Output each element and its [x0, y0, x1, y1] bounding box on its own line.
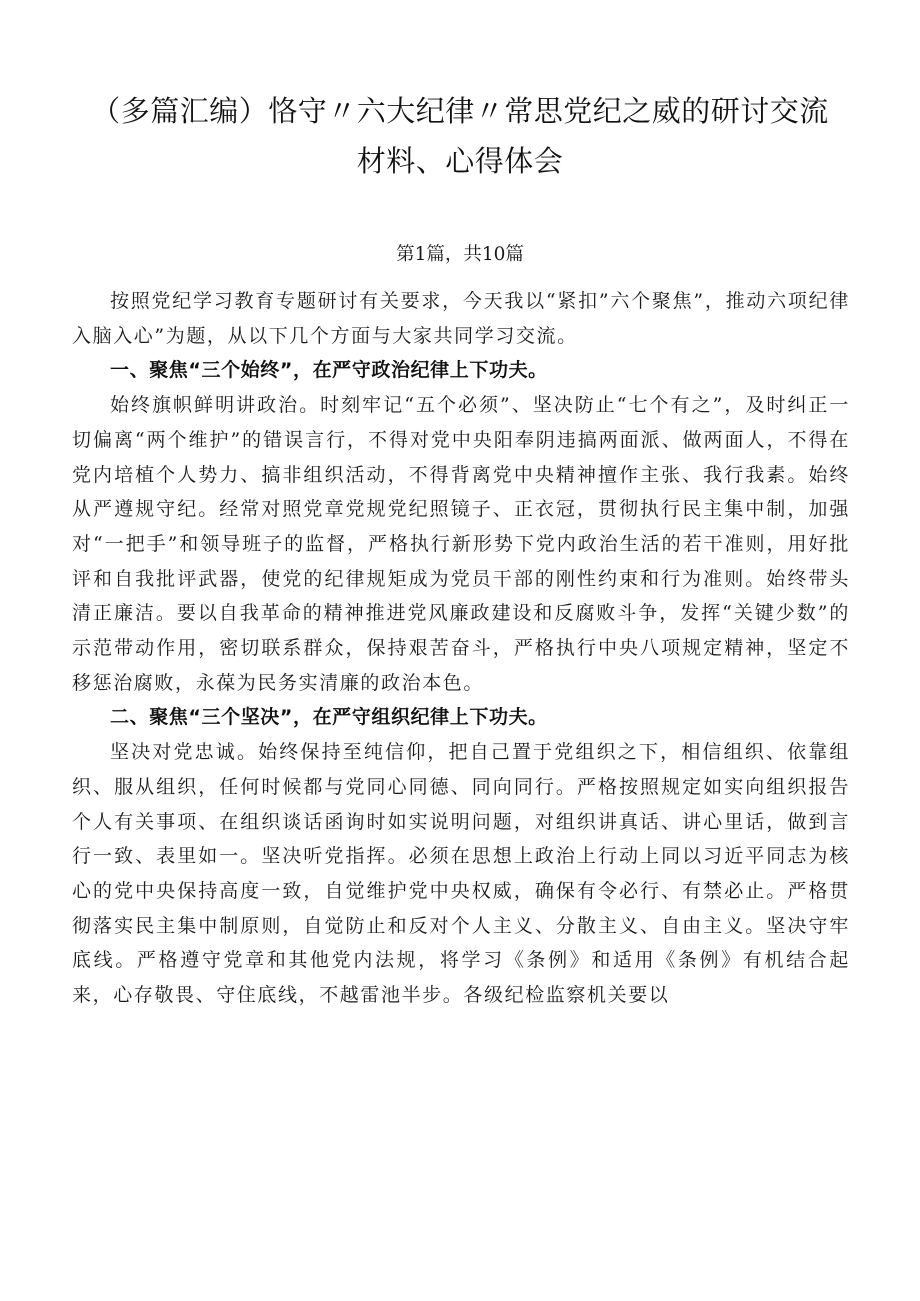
section-2-heading: 二、聚焦“三个坚决”，在严守组织纪律上下功夫。 — [110, 706, 548, 729]
part-indicator: 第1篇，共10篇 — [396, 244, 524, 265]
section-1-paragraph: 始终旗帜鲜明讲政治。时刻牢记“五个必须”、坚决防止“七个有之”，及时纠正一切偏离“两个维护”的错误言行，不得对党中央阳奉阴违搞两面派、做两面人，不得在党内培植个人势力、搞非组织活动，不得背离党中央精神擅作主张、我行我素。始终从严遵规守纪。经常对照党章党规党纪照镜子、正衣冠，贯彻执行民主集中制，加强对“一把手”和领导班子的监督，严格执行新形势下党内政治生活的若干准则，用好批评和自我批评武器，使党的纪律规矩成为党员干部的刚性约束和行为准则。始终带头清正廉洁。要以自我革命的精神推进党风廉政建设和反腐败斗争，发挥“关键少数”的示范带动作用，密切联系群众，保持艰苦奋斗，严格执行中央八项规定精神，坚定不移惩治腐败，永葆为民务实清廉的政治本色。 — [72, 394, 850, 694]
document-title-line-1: （多篇汇编）恪守〃六大纪律〃常思党纪之威的研讨交流 — [91, 94, 829, 128]
document-title-line-2: 材料、心得体会 — [356, 144, 564, 178]
document-body — [72, 284, 850, 1013]
section-1-heading: 一、聚焦“三个始终”，在严守政治纪律上下功夫。 — [110, 359, 548, 382]
section-2-paragraph: 坚决对党忠诚。始终保持至纯信仰，把自己置于党组织之下，相信组织、依靠组织、服从组织，任何时候都与党同心同德、同向同行。严格按照规定如实向组织报告个人有关事项、在组织谈话函询时如实说明问题，对组织讲真话、讲心里话，做到言行一致、表里如一。坚决听党指挥。必须在思想上政治上行动上同以习近平同志为核心的党中央保持高度一致，自觉维护党中央权威，确保有令必行、有禁必止。严格贯彻落实民主集中制原则，自觉防止和反对个人主义、分散主义、自由主义。坚决守牢底线。严格遵守党章和其他党内法规，将学习《条例》和适用《条例》有机结合起来，心存敬畏、守住底线，不越雷池半步。各级纪检监察机关要以 — [72, 741, 850, 1007]
document-title — [72, 86, 848, 186]
intro-paragraph: 按照党纪学习教育专题研讨有关要求，今天我以“紧扣”六个聚焦”，推动六项纪律入脑入心”为题，从以下几个方面与大家共同学习交流。 — [72, 290, 850, 347]
